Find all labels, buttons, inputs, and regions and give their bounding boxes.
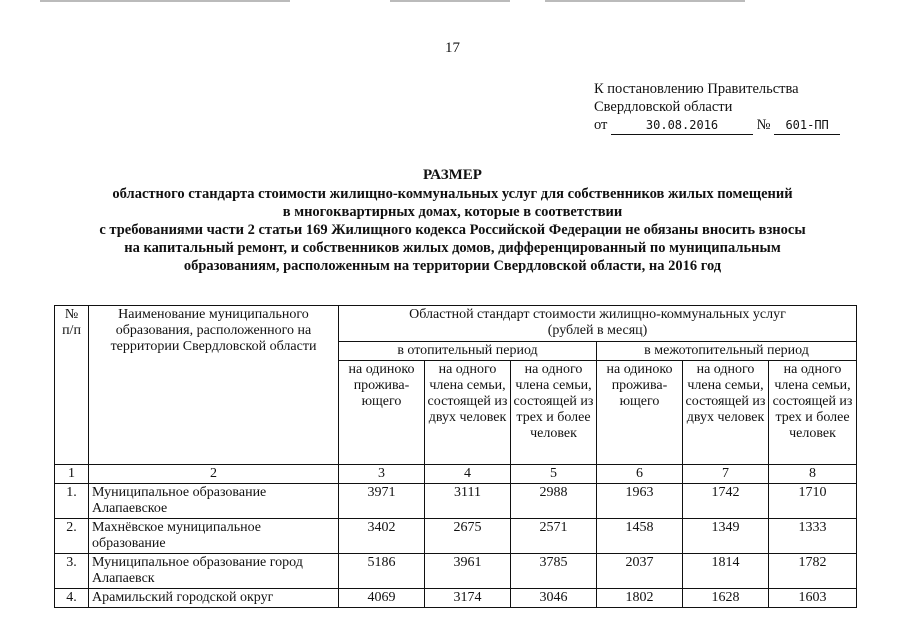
value-cell: 1603 — [769, 589, 857, 608]
document-title — [40, 166, 865, 275]
scan-edge-left — [40, 0, 290, 2]
scan-edge-mid — [390, 0, 510, 2]
column-number: 1 — [55, 465, 89, 484]
municipality-name: Муниципальное образование город Алапаевск — [89, 554, 339, 589]
value-cell: 3174 — [425, 589, 511, 608]
value-cell: 2675 — [425, 519, 511, 554]
header-heating-single: на одиноко прожива-ющего — [339, 361, 425, 465]
decree-number: 601-ПП — [774, 116, 840, 135]
row-number: 4. — [55, 589, 89, 608]
municipality-name: Махнёвское муниципальное образование — [89, 519, 339, 554]
column-number: 8 — [769, 465, 857, 484]
header-period-heating: в отопительный период — [339, 342, 597, 361]
header-name: Наименование муниципального образования, расположенного на территории Свердловской области — [89, 306, 339, 465]
municipality-name: Муниципальное образование Алапаевское — [89, 484, 339, 519]
header-no: № п/п — [55, 306, 89, 465]
header-nonheating-three: на одного члена семьи, состоящей из трех и более человек — [769, 361, 857, 465]
title-line-5: образованиям, расположенным на территории Свердловской области, на 2016 год — [183, 258, 722, 274]
value-cell: 3785 — [511, 554, 597, 589]
header-standard: Областной стандарт стоимости жилищно-коммунальных услуг (рублей в месяц) — [339, 306, 857, 342]
column-number: 5 — [511, 465, 597, 484]
column-number: 3 — [339, 465, 425, 484]
value-cell: 3111 — [425, 484, 511, 519]
table-row — [55, 484, 857, 519]
decree-date: 30.08.2016 — [611, 116, 753, 135]
value-cell: 2571 — [511, 519, 597, 554]
value-cell: 1333 — [769, 519, 857, 554]
value-cell: 1814 — [683, 554, 769, 589]
row-number: 1. — [55, 484, 89, 519]
scan-edge-right — [545, 0, 745, 2]
value-cell: 1710 — [769, 484, 857, 519]
header-nonheating-two: на одного члена семьи, состоящей из двух человек — [683, 361, 769, 465]
municipality-name: Арамильский городской округ — [89, 589, 339, 608]
title-main: РАЗМЕР — [423, 167, 482, 183]
table-row — [55, 519, 857, 554]
column-number: 6 — [597, 465, 683, 484]
value-cell: 3046 — [511, 589, 597, 608]
value-cell: 1628 — [683, 589, 769, 608]
decree-reference — [594, 80, 840, 135]
value-cell: 1742 — [683, 484, 769, 519]
value-cell: 5186 — [339, 554, 425, 589]
column-number: 2 — [89, 465, 339, 484]
page-number: 17 — [445, 40, 460, 56]
column-number: 7 — [683, 465, 769, 484]
value-cell: 1802 — [597, 589, 683, 608]
header-nonheating-single: на одиноко прожива-ющего — [597, 361, 683, 465]
column-number: 4 — [425, 465, 511, 484]
decree-date-line — [594, 116, 840, 135]
title-line-3: с требованиями части 2 статьи 169 Жилищного кодекса Российской Федерации не обязаны вносить взносы — [99, 222, 806, 238]
value-cell: 2037 — [597, 554, 683, 589]
header-heating-two: на одного члена семьи, состоящей из двух человек — [425, 361, 511, 465]
value-cell: 1963 — [597, 484, 683, 519]
value-cell: 3402 — [339, 519, 425, 554]
decree-date-prefix: от — [594, 117, 608, 133]
value-cell: 3961 — [425, 554, 511, 589]
value-cell: 2988 — [511, 484, 597, 519]
cost-standard-table — [54, 305, 857, 608]
decree-line-2: Свердловской области — [594, 99, 733, 115]
value-cell: 1782 — [769, 554, 857, 589]
value-cell: 4069 — [339, 589, 425, 608]
table-row — [55, 589, 857, 608]
value-cell: 1349 — [683, 519, 769, 554]
value-cell: 1458 — [597, 519, 683, 554]
value-cell: 3971 — [339, 484, 425, 519]
header-period-nonheating: в межотопительный период — [597, 342, 857, 361]
row-number: 3. — [55, 554, 89, 589]
title-line-4: на капитальный ремонт, и собственников жилых домов, дифференцированный по муниципальным — [124, 240, 781, 256]
title-line-2: в многоквартирных домах, которые в соответствии — [282, 204, 623, 220]
decree-number-prefix: № — [756, 117, 771, 133]
row-number: 2. — [55, 519, 89, 554]
table-row — [55, 554, 857, 589]
decree-line-1: К постановлению Правительства — [594, 81, 799, 97]
header-heating-three: на одного члена семьи, состоящей из трех и более человек — [511, 361, 597, 465]
title-line-1: областного стандарта стоимости жилищно-коммунальных услуг для собственников жилых помещений — [112, 186, 793, 202]
